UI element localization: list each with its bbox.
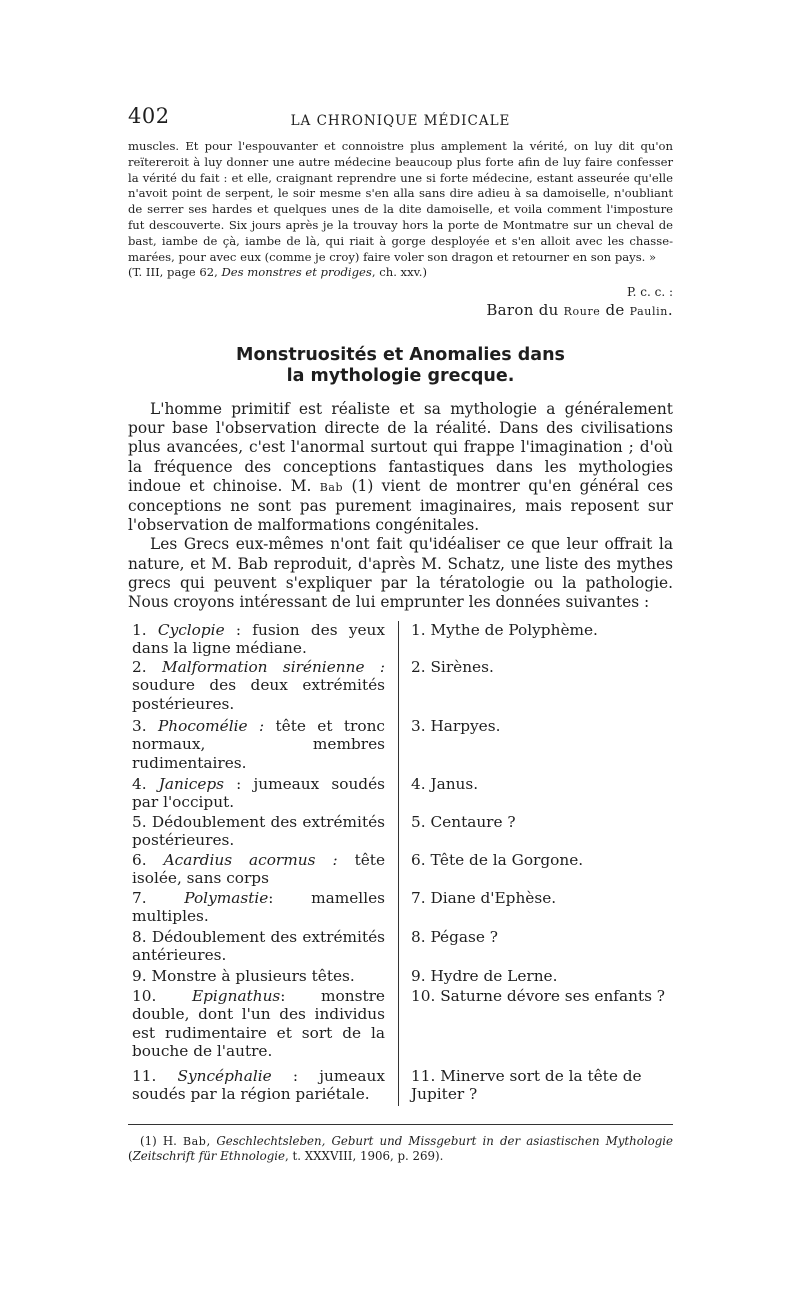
row-number: 4. [132, 775, 147, 793]
paragraph-1 [128, 400, 673, 535]
table-row-right: 5. Centaure ? [411, 813, 516, 831]
table-row-right: 6. Tête de la Gorgone. [411, 851, 584, 869]
row-number: 2. [132, 658, 147, 676]
footnote-journal: Zeitschrift für Ethnologie [132, 1149, 286, 1164]
signoff: P. c. c. : [626, 285, 673, 299]
table-row-right: 11. Minerve sort de la tête de Jupiter ? [411, 1067, 642, 1104]
row-number: 6. [132, 851, 147, 869]
table-row-left [132, 717, 385, 772]
article-body [128, 400, 673, 612]
anomaly-term: Acardius acormus : [163, 851, 338, 869]
anomaly-description: : monstre double, dont l'un des individus est rudimentaire et sort de la bouche de l'autre. [132, 987, 385, 1061]
table-row-left [132, 658, 385, 713]
anomaly-description: Dédoublement des extrémités antérieures. [132, 928, 385, 965]
table-row-right: 4. Janus. [411, 775, 479, 793]
anomaly-description: : mamelles multiples. [132, 889, 385, 926]
signature-middle: de [600, 301, 630, 319]
signature-suffix: . [667, 301, 673, 319]
signature-prefix: Baron du [486, 301, 564, 319]
anomaly-term: Janiceps [158, 775, 225, 793]
table-row-left [132, 967, 385, 985]
signature-name-2: Paulin [629, 305, 668, 318]
table-row-right: 3. Harpyes. [411, 717, 501, 735]
footnote-sep: , [206, 1134, 217, 1148]
table-row-right: 7. Diane d'Ephèse. [411, 889, 557, 907]
anomaly-description: Dédoublement des extrémités postérieures. [132, 813, 385, 850]
page-number: 402 [128, 104, 170, 128]
footnote-rule [128, 1124, 673, 1125]
table-row-right: 9. Hydre de Lerne. [411, 967, 558, 985]
table-row-left [132, 987, 385, 1061]
citation-suffix: , ch. xxv.) [371, 265, 428, 280]
quoted-excerpt [128, 139, 673, 281]
quote-text [128, 139, 673, 281]
row-number: 3. [132, 717, 147, 735]
anomaly-description: : jumeaux soudés par la région pariétale. [132, 1067, 385, 1104]
table-row-left [132, 813, 385, 850]
anomaly-term: Malformation sirénienne : [161, 658, 385, 676]
paragraph-1-b: (1) vient de montrer qu'en général ces conceptions ne sont pas purement imaginaires, mais reposent sur l'observation de malformations congénitales. [128, 476, 673, 535]
anomaly-description: Monstre à plusieurs têtes. [151, 967, 355, 985]
footnote [128, 1134, 673, 1165]
anomaly-term: Cyclopie [157, 621, 225, 639]
citation-prefix: (T. III, page 62, [128, 265, 222, 280]
row-number: 10. [132, 987, 157, 1005]
signature-name-1: Roure [563, 305, 601, 318]
anomaly-term: Phocomélie : [158, 717, 265, 735]
anomaly-term: Epignathus [191, 987, 281, 1005]
article-title-line-1: Monstruosités et Anomalies dans [236, 345, 565, 365]
row-number: 1. [132, 621, 147, 639]
anomaly-description: tête et tronc normaux, membres rudimentaires. [132, 717, 385, 772]
row-number: 8. [132, 928, 147, 946]
anomaly-description: tête isolée, sans corps [132, 851, 386, 888]
table-row-left [132, 889, 385, 926]
comparison-table [128, 621, 673, 1106]
citation-title: Des monstres et prodiges [221, 265, 372, 280]
table-row-left [132, 928, 385, 965]
anomaly-description: : fusion des yeux dans la ligne médiane. [132, 621, 385, 658]
article-title-line-2: la mythologie grecque. [286, 366, 515, 386]
page-header [128, 104, 673, 134]
footnote-author: Bab [182, 1135, 207, 1148]
anomaly-term: Polymastie [184, 889, 269, 907]
author-bab: Bab [319, 480, 344, 494]
quote-body: muscles. Et pour l'espouvanter et connoistre plus amplement la vérité, on luy dit qu'on reïtereroit à luy donner une autre médecine beaucoup plus forte afin de luy faire confesser la vérité du fait : et elle, craignant reprendre une si forte médecine, estant asseurée qu'elle n'avoit point de serpent, le soir mesme s'en alla sans dire adieu à sa damoiselle, n'oubliant de serrer ses hardes et quelques unes de la dite damoiselle, et voila comment l'imposture fut descouverte. Six jours après je la trouvay hors la porte de Montmatre sur un cheval de bast, iambe de çà, iambe de là, qui riait à gorge desployée et s'en alloit avec les chasse-marées, pour avec eux (comme je croy) faire voler son dragon et retourner en son pays. » [128, 139, 673, 264]
row-number: 5. [132, 813, 147, 831]
table-row-right: 10. Saturne dévore ses enfants ? [411, 987, 666, 1005]
table-row-left [132, 1067, 385, 1104]
anomaly-description: : jumeaux soudés par l'occiput. [132, 775, 385, 812]
table-row-left [132, 621, 385, 658]
footnote-journal-prefix: ( [128, 1149, 133, 1164]
table-row-right: 8. Pégase ? [411, 928, 498, 946]
footnote-title: Geschlechtsleben, Geburt und Missgeburt in der asiastischen Mythologie [216, 1134, 674, 1148]
row-number: 7. [132, 889, 147, 907]
running-title: LA CHRONIQUE MÉDICALE [290, 113, 511, 129]
footnote-suffix: , t. XXXVIII, 1906, p. 269). [285, 1149, 444, 1164]
paragraph-1-a: L'homme primitif est réaliste et sa mythologie a généralement pour base l'observation directe de la réalité. Dans des civilisations plus avancées, c'est l'anormal surtout qui frappe l'imagination ; d'où la fréquence des conceptions fantastiques dans les mythologies indoue et chinoise. M. [128, 400, 673, 495]
anomaly-description: soudure des deux extrémités postérieures. [132, 676, 385, 713]
row-number: 11. [132, 1067, 157, 1085]
table-row-right: 1. Mythe de Polyphème. [411, 621, 598, 639]
signature [128, 301, 673, 319]
row-number: 9. [132, 967, 147, 985]
table-row-left [132, 775, 385, 812]
table-row-left [132, 851, 385, 888]
table-row-right: 2. Sirènes. [411, 658, 494, 676]
paragraph-2: Les Grecs eux-mêmes n'ont fait qu'idéaliser ce que leur offrait la nature, et M. Bab reproduit, d'après M. Schatz, une liste des mythes grecs qui peuvent s'expliquer par la tératologie ou la pathologie. Nous croyons intéressant de lui emprunter les données suivantes : [128, 535, 673, 612]
article-title [128, 345, 673, 387]
anomaly-term: Syncéphalie [177, 1067, 272, 1085]
footnote-prefix: (1) H. [140, 1134, 183, 1148]
column-separator [398, 621, 399, 1106]
